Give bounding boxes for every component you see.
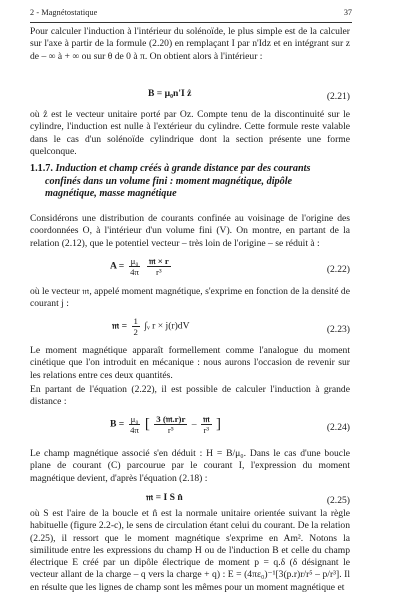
equation-2-23-coef-num: 1 (133, 316, 138, 326)
equation-2-22-number: (2.22) (326, 264, 350, 275)
equation-2-24-term1-num: 3 (𝔪.r)r (156, 414, 186, 424)
equation-2-23-body (112, 316, 190, 337)
equation-2-23-number: (2.23) (326, 324, 350, 335)
header-section-title: 2 - Magnétostatique (30, 8, 98, 17)
equation-2-24-coef-num: μ₀ (130, 414, 139, 424)
equation-2-22-coef-den: 4π (130, 267, 139, 277)
section-title-line-3: magnétique, masse magnétique (45, 188, 177, 199)
equation-2-21-body: B = μ₀n'I ẑ (148, 88, 192, 99)
equation-2-24 (30, 414, 350, 444)
equation-2-23-coef-den: 2 (133, 327, 138, 337)
equation-2-25-number: (2.25) (326, 495, 350, 506)
equation-2-22-frac-num: 𝔪 × r (148, 256, 169, 266)
paragraph-2: où ẑ est le vecteur unitaire porté par Oz. Compte tenu de la discontinuité sur le cylindre, l'induction est nulle à l'extérieur du cylindre. Cette formule reste valable dans le cas d'un solénoïde cylindrique dont la section présente une forme quelconque. (30, 109, 350, 157)
section-title-line-2: confinés dans un volume fini : moment magnétique, dipôle (45, 175, 293, 187)
equation-2-24-number: (2.24) (326, 422, 350, 433)
equation-2-23-lhs: 𝔪 = (112, 320, 128, 332)
equation-2-23 (30, 316, 350, 342)
paragraph-4: où le vecteur 𝔪, appelé moment magnétique, s'exprime en fonction de la densité de courant j : (30, 286, 350, 310)
section-number: 1.1.7. (30, 163, 53, 174)
equation-2-22-body (110, 256, 173, 277)
running-header (30, 8, 352, 23)
page-number: 37 (343, 8, 352, 17)
equation-2-24-term1-den: r⁵ (167, 425, 174, 435)
section-title-line-1: Induction et champ créés à grande distance par des courants (55, 163, 311, 174)
equation-2-21-number: (2.21) (326, 91, 350, 102)
paragraph-8: où S est l'aire de la boucle et n̂ est la normale unitaire orientée suivant la règle habituelle (figure 2.2-c), le sens de circulation étant celui du courant. De la relation (2.25), il ressort que le moment magnétique s'exprime en Am². Notons la similitude entre les expressions du champ H ou de l'induction B et celle du champ électrique E créé par un dipôle électrique de moment p = q.δ (δ désignant le vecteur allant de la charge – q vers la charge + q) : E = (4πε₀)⁻¹[3(p.r)r/r⁵ – p/r³]. Il en résulte que les lignes de champ sont les mêmes pour un moment magnétique et (30, 508, 350, 593)
equation-2-24-coef-den: 4π (130, 425, 139, 435)
paragraph-7: Le champ magnétique associé s'en déduit : H = B/μ₀. Dans le cas d'une boucle plane de courant (C) parcourue par le courant I, l'expression du moment magnétique devient, d'après l'équation (2.18) : (30, 448, 350, 484)
equation-2-22-frac-den: r³ (156, 267, 162, 277)
paragraph-1: Pour calculer l'induction à l'intérieur du solénoïde, le plus simple est de la calculer sur l'axe à partir de la formule (2.20) en remplaçant I par n'Idz et en intégrant sur z de – ∞ à + ∞ ou sur θ de 0 à π. On obtient alors à l'intérieur : (30, 26, 350, 62)
paragraph-6: En partant de l'équation (2.22), il est possible de calculer l'induction à grande distance : (30, 384, 350, 408)
equation-2-24-term2-num: 𝔪 (202, 414, 210, 424)
paragraph-3: Considérons une distribution de courants confinée au voisinage de l'origine des coordonnées O, à l'intérieur d'un volume fini (V). On montre, en partant de la relation (2.12), que le potentiel vecteur – très loin de l'origine – se réduit à : (30, 213, 350, 249)
equation-2-25-body: 𝔪 = I S n̂ (146, 492, 183, 503)
equation-2-24-lhs: B = (110, 418, 125, 430)
equation-2-23-rhs: ∫ᵥ r × j(r)dV (144, 320, 190, 332)
equation-2-21 (30, 83, 350, 109)
equation-2-24-body: B = $\frac{\text{μ₀}}{4\pi}$ [ $\frac{\text{3 (𝔪.r)r}}{\text{r⁵}}$ – $\frac{\text{𝔪}}{\text{r³}}$ ] (110, 414, 222, 435)
equation-2-22-lhs: A = (110, 260, 125, 272)
equation-2-24-term2-den: r³ (203, 425, 210, 435)
section-heading (30, 163, 350, 201)
equation-2-22 (30, 256, 350, 282)
equation-2-22-coef-num: μ₀ (130, 256, 139, 266)
paragraph-5: Le moment magnétique apparaît formellement comme l'analogue du moment cinétique que l'on introduit en mécanique : nous aurons l'occasion de revenir sur les relations entre ces deux quantités. (30, 345, 350, 381)
